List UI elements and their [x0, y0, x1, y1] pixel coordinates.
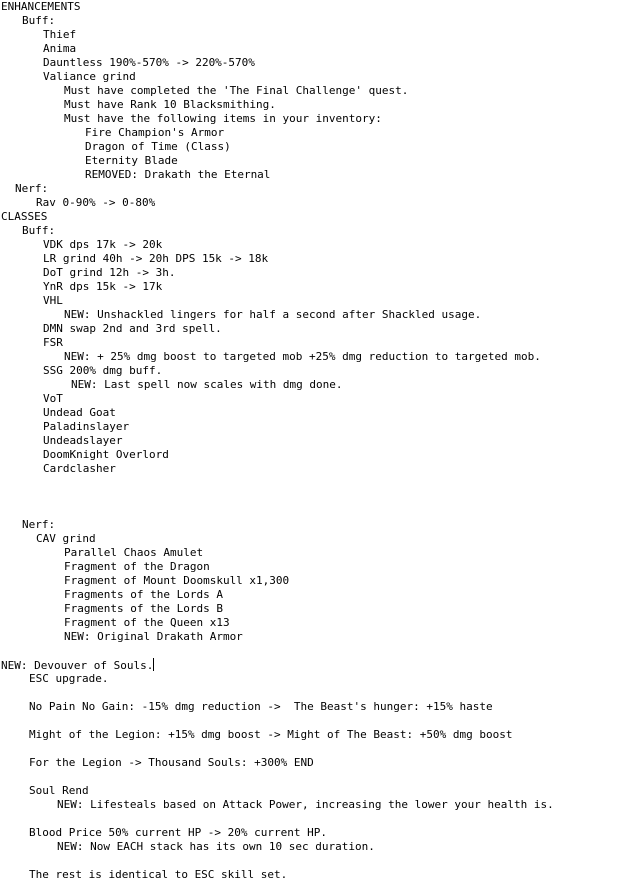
text-line [1, 154, 620, 168]
line-text: Cardclasher [43, 462, 116, 475]
text-line [1, 168, 620, 182]
text-line [1, 826, 620, 840]
line-text: REMOVED: Drakath the Eternal [85, 168, 271, 181]
text-line [1, 14, 620, 28]
blank-line [1, 770, 620, 784]
blank-line [1, 854, 620, 868]
text-line [1, 294, 620, 308]
text-document[interactable] [1, 0, 620, 882]
line-text: ESC upgrade. [29, 672, 109, 685]
line-text: NEW: Unshackled lingers for half a second after Shackled usage. [64, 308, 482, 321]
line-text: Fragment of Mount Doomskull x1,300 [64, 574, 290, 587]
text-line [1, 308, 620, 322]
blank-line [1, 644, 620, 658]
line-text: NEW: Devouver of Souls. [1, 659, 154, 672]
text-line [1, 798, 620, 812]
text-line [1, 868, 620, 882]
line-text: VoT [43, 392, 63, 405]
blank-line [1, 490, 620, 504]
line-text: Eternity Blade [85, 154, 178, 167]
line-text: NEW: + 25% dmg boost to targeted mob +25% dmg reduction to targeted mob. [64, 350, 541, 363]
line-text: FSR [43, 336, 63, 349]
line-text: Buff: [22, 224, 56, 237]
line-text: Fragment of the Queen x13 [64, 616, 230, 629]
line-text: Anima [43, 42, 77, 55]
line-text: Buff: [22, 14, 56, 27]
line-text: Valiance grind [43, 70, 136, 83]
text-line [1, 238, 620, 252]
line-text: Dragon of Time (Class) [85, 140, 231, 153]
line-text: The rest is identical to ESC skill set. [29, 868, 288, 881]
text-line [1, 560, 620, 574]
line-text: VDK dps 17k -> 20k [43, 238, 163, 251]
text-line [1, 840, 620, 854]
line-text: Nerf: [15, 182, 49, 195]
text-line [1, 392, 620, 406]
line-text: Soul Rend [29, 784, 89, 797]
line-text: DoomKnight Overlord [43, 448, 169, 461]
line-text: Rav 0-90% -> 0-80% [36, 196, 156, 209]
line-text: Fragments of the Lords B [64, 602, 223, 615]
text-line [1, 112, 620, 126]
text-line [1, 434, 620, 448]
text-line [1, 546, 620, 560]
text-line [1, 756, 620, 770]
text-line [1, 784, 620, 798]
text-line [1, 336, 620, 350]
line-text: Fire Champion's Armor [85, 126, 225, 139]
text-line [1, 126, 620, 140]
text-line [1, 420, 620, 434]
text-line [1, 0, 620, 14]
text-line [1, 140, 620, 154]
text-line [1, 182, 620, 196]
text-line [1, 616, 620, 630]
blank-line [1, 686, 620, 700]
line-text: Parallel Chaos Amulet [64, 546, 204, 559]
line-text: Must have Rank 10 Blacksmithing. [64, 98, 276, 111]
text-line [1, 42, 620, 56]
text-line [1, 98, 620, 112]
text-line [1, 406, 620, 420]
line-text: YnR dps 15k -> 17k [43, 280, 163, 293]
line-text: No Pain No Gain: -15% dmg reduction -> The Beast's hunger: +15% haste [29, 700, 493, 713]
text-line [1, 196, 620, 210]
line-text: Paladinslayer [43, 420, 130, 433]
line-text: DMN swap 2nd and 3rd spell. [43, 322, 222, 335]
line-text: Blood Price 50% current HP -> 20% current HP. [29, 826, 328, 839]
line-text: CAV grind [36, 532, 96, 545]
line-text: ENHANCEMENTS [1, 0, 81, 13]
blank-line [1, 812, 620, 826]
text-line [1, 518, 620, 532]
line-text: VHL [43, 294, 63, 307]
text-line [1, 84, 620, 98]
line-text: NEW: Original Drakath Armor [64, 630, 243, 643]
line-text: NEW: Last spell now scales with dmg done. [71, 378, 343, 391]
line-text: Might of the Legion: +15% dmg boost -> Might of The Beast: +50% dmg boost [29, 728, 513, 741]
line-text: Thief [43, 28, 77, 41]
blank-line [1, 476, 620, 490]
text-line [1, 280, 620, 294]
blank-line [1, 714, 620, 728]
text-line [1, 588, 620, 602]
line-text: Undead Goat [43, 406, 116, 419]
text-line [1, 672, 620, 686]
blank-line [1, 742, 620, 756]
text-line [1, 28, 620, 42]
line-text: CLASSES [1, 210, 48, 223]
line-text: Must have completed the 'The Final Challenge' quest. [64, 84, 409, 97]
line-text: LR grind 40h -> 20h DPS 15k -> 18k [43, 252, 269, 265]
text-line [1, 252, 620, 266]
text-line [1, 210, 620, 224]
text-line [1, 462, 620, 476]
line-text: SSG 200% dmg buff. [43, 364, 163, 377]
text-line [1, 224, 620, 238]
text-line [1, 56, 620, 70]
text-line [1, 378, 620, 392]
line-text: Undeadslayer [43, 434, 123, 447]
line-text: Nerf: [22, 518, 56, 531]
line-text: Dauntless 190%-570% -> 220%-570% [43, 56, 255, 69]
text-line [1, 266, 620, 280]
text-line [1, 700, 620, 714]
line-text: Fragments of the Lords A [64, 588, 223, 601]
text-line [1, 658, 620, 672]
text-line [1, 532, 620, 546]
text-line [1, 728, 620, 742]
text-line [1, 322, 620, 336]
line-text: Fragment of the Dragon [64, 560, 210, 573]
line-text: For the Legion -> Thousand Souls: +300% END [29, 756, 314, 769]
text-line [1, 350, 620, 364]
line-text: Must have the following items in your inventory: [64, 112, 382, 125]
text-line [1, 602, 620, 616]
blank-line [1, 504, 620, 518]
text-line [1, 574, 620, 588]
text-line [1, 630, 620, 644]
text-line [1, 70, 620, 84]
text-cursor [153, 658, 154, 671]
line-text: DoT grind 12h -> 3h. [43, 266, 176, 279]
line-text: NEW: Lifesteals based on Attack Power, increasing the lower your health is. [57, 798, 554, 811]
text-line [1, 364, 620, 378]
line-text: NEW: Now EACH stack has its own 10 sec duration. [57, 840, 375, 853]
text-line [1, 448, 620, 462]
